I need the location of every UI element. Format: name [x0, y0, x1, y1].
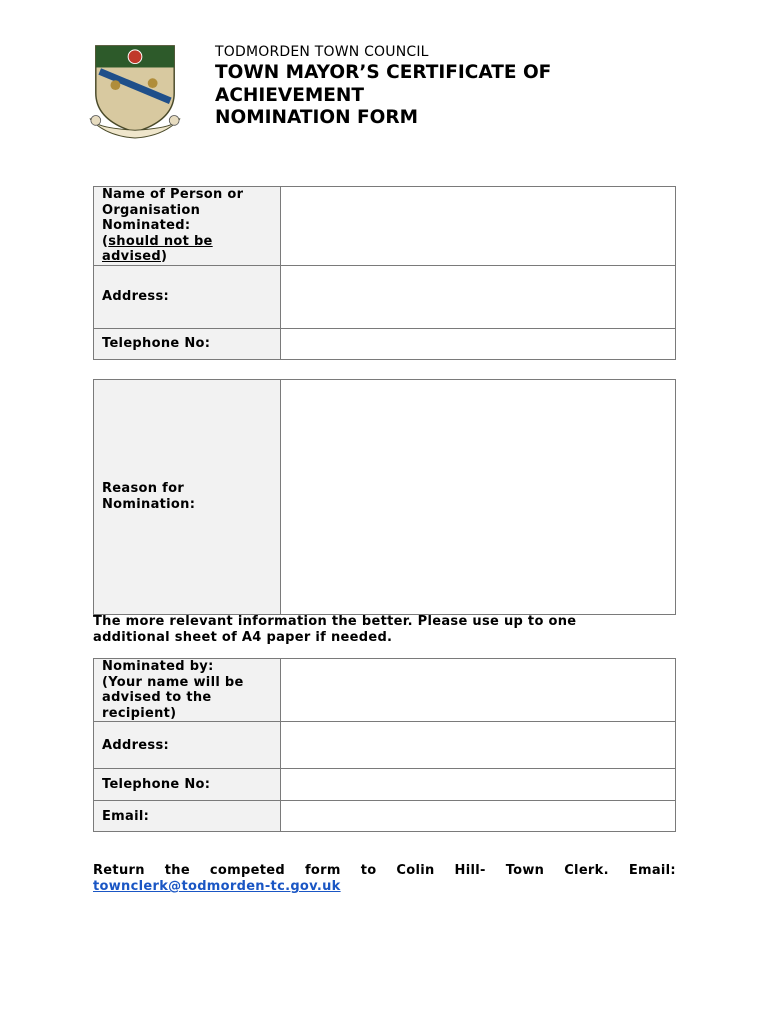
nominee-telephone-label: Telephone No:: [94, 329, 281, 360]
nominee-telephone-row: [94, 329, 676, 360]
nominee-name-row: [94, 187, 676, 266]
title-line: NOMINATION FORM: [215, 107, 419, 128]
crest-rose: [128, 50, 142, 64]
nominator-email-label: Email:: [94, 801, 281, 832]
nominee-table: [93, 186, 676, 360]
nominee-telephone-field[interactable]: [281, 329, 676, 360]
crest-roundel: [111, 80, 121, 90]
form-title: [215, 62, 551, 130]
nominee-address-field[interactable]: [281, 266, 676, 329]
nominator-table: [93, 658, 676, 832]
reason-field[interactable]: [281, 380, 676, 615]
nominator-telephone-label: Telephone No:: [94, 769, 281, 801]
reason-note: The more relevant information the better. Please use up to one additional sheet of A4 paper if needed.: [93, 614, 577, 645]
nominee-address-row: [94, 266, 676, 329]
title-line: TOWN MAYOR’S CERTIFICATE OF: [215, 62, 552, 83]
crest-rose-right: [169, 116, 179, 126]
return-instructions: [93, 863, 676, 895]
nominator-address-field[interactable]: [281, 722, 676, 769]
nominator-email-field[interactable]: [281, 801, 676, 832]
crest-rose-left: [91, 116, 101, 126]
town-clerk-email-link[interactable]: townclerk@todmorden-tc.gov.uk: [93, 879, 341, 894]
reason-label: Reason for Nomination:: [94, 380, 281, 615]
nominee-name-note: (should not be: [102, 233, 213, 249]
council-name: TODMORDEN TOWN COUNCIL: [215, 44, 429, 60]
return-text: Return the competed form to Colin Hill- Town Clerk. Email:: [93, 863, 676, 878]
nominee-name-field[interactable]: [281, 187, 676, 266]
crest-roundel: [148, 78, 158, 88]
nominator-telephone-row: [94, 769, 676, 801]
nominator-address-row: [94, 722, 676, 769]
council-crest-logo: [86, 42, 184, 140]
title-line: ACHIEVEMENT: [215, 84, 365, 106]
nominator-name-field[interactable]: [281, 659, 676, 722]
reason-row: [94, 380, 676, 615]
reason-table: [93, 379, 676, 615]
nominator-name-row: [94, 659, 676, 722]
nominator-address-label: Address:: [94, 722, 281, 769]
nominator-email-row: [94, 801, 676, 832]
nominator-label: Nominated by: (Your name will be advised to the recipient): [94, 659, 281, 722]
nominator-telephone-field[interactable]: [281, 769, 676, 801]
nominee-name-label: Name of Person or Organisation Nominated: (should not be advised): [94, 187, 281, 266]
nominee-address-label: Address:: [94, 266, 281, 329]
form-header: [215, 44, 551, 130]
